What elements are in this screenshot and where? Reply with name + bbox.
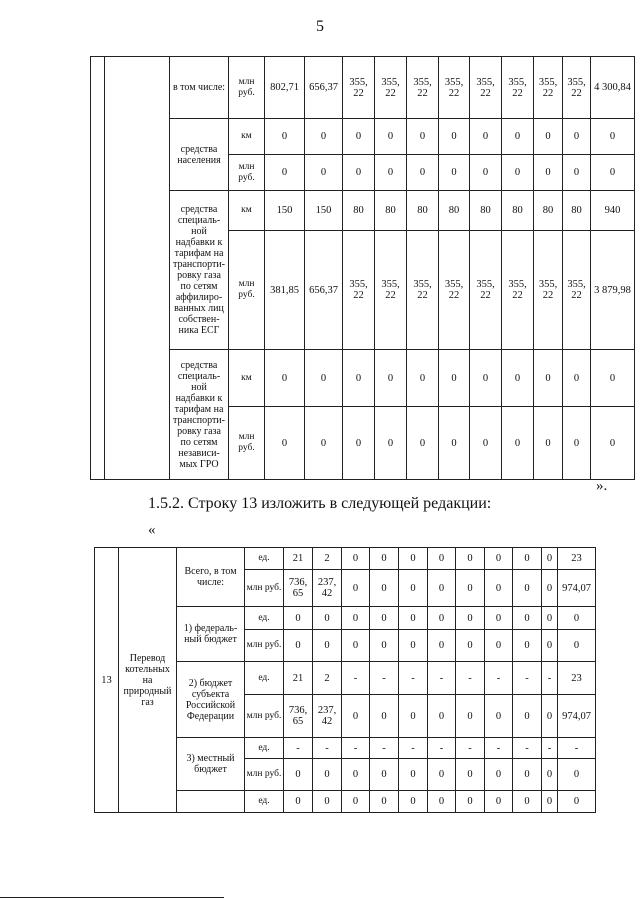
row-name: Перевод котельных на природный газ: [119, 548, 177, 813]
closing-quote: ».: [596, 478, 608, 494]
table-row: в том числе: млн руб. 802,71 656,37 355, 22 355, 22 355, 22 355, 22 355, 22 355, 22 355, 22 355, 22 4 300,84: [91, 57, 635, 119]
row-number: 13: [95, 548, 119, 813]
row-description: 1) федераль-ный бюджет: [177, 607, 245, 662]
page-number: 5: [316, 18, 324, 35]
row-13-table: [94, 547, 596, 813]
row-description: средства населения: [170, 119, 229, 191]
table-row: ед. 0 0 0 0 0 0 0 0 0 0 0: [95, 791, 596, 813]
footer-rule: [0, 897, 224, 898]
row-description: 2) бюджет субъекта Российской Федерации: [177, 662, 245, 738]
table-row: млн руб. 0 0 0 0 0 0 0 0 0 0 0: [91, 407, 635, 480]
opening-quote: «: [148, 522, 156, 538]
table-row: 3) местный бюджет ед. - - - - - - - - - - -: [95, 738, 596, 759]
table-row: млн руб. 381,85 656,37 355, 22 355, 22 355, 22 355, 22 355, 22 355, 22 355, 22 355, 22 3 879,98: [91, 231, 635, 350]
table-row: средства специаль-ной надбавки к тарифам на транспорти-ровку газа по сетям аффилиро-ванных лиц собствен-ника ЕСГ км 150 150 80 80 80 80 80 80 80 80 940: [91, 191, 635, 231]
table-row: млн руб. 0 0 0 0 0 0 0 0 0 0 0: [95, 759, 596, 791]
table-row: 13 Перевод котельных на природный газ Всего, в том числе: ед. 21 2 0 0 0 0 0 0 0 0 23: [95, 548, 596, 570]
row-description: средства специаль-ной надбавки к тарифам на транспорти-ровку газа по сетям независи-мых ГРО: [170, 350, 229, 480]
row-description: в том числе:: [170, 57, 229, 119]
table-row: млн руб. 736, 65 237, 42 0 0 0 0 0 0 0 0 974,07: [95, 570, 596, 607]
table-row: средства населения км 0 0 0 0 0 0 0 0 0 0 0: [91, 119, 635, 155]
table-row: 1) федераль-ный бюджет ед. 0 0 0 0 0 0 0 0 0 0 0: [95, 607, 596, 630]
row-description: Всего, в том числе:: [177, 548, 245, 607]
table-row: 2) бюджет субъекта Российской Федерации ед. 21 2 - - - - - - - - 23: [95, 662, 596, 695]
table-row: млн руб. 0 0 0 0 0 0 0 0 0 0 0: [95, 630, 596, 662]
continuation-table: [90, 56, 635, 480]
row-description: средства специаль-ной надбавки к тарифам на транспорти-ровку газа по сетям аффилиро-ванных лиц собствен-ника ЕСГ: [170, 191, 229, 350]
table-row: средства специаль-ной надбавки к тарифам на транспорти-ровку газа по сетям независи-мых ГРО км 0 0 0 0 0 0 0 0 0 0 0: [91, 350, 635, 407]
row-description: 3) местный бюджет: [177, 738, 245, 791]
amendment-paragraph: 1.5.2. Строку 13 изложить в следующей редакции:: [148, 495, 492, 512]
unit-cell: млн руб.: [229, 57, 265, 119]
table-row: млн руб. 0 0 0 0 0 0 0 0 0 0 0: [91, 155, 635, 191]
table-row: млн руб. 736, 65 237, 42 0 0 0 0 0 0 0 0 974,07: [95, 695, 596, 738]
